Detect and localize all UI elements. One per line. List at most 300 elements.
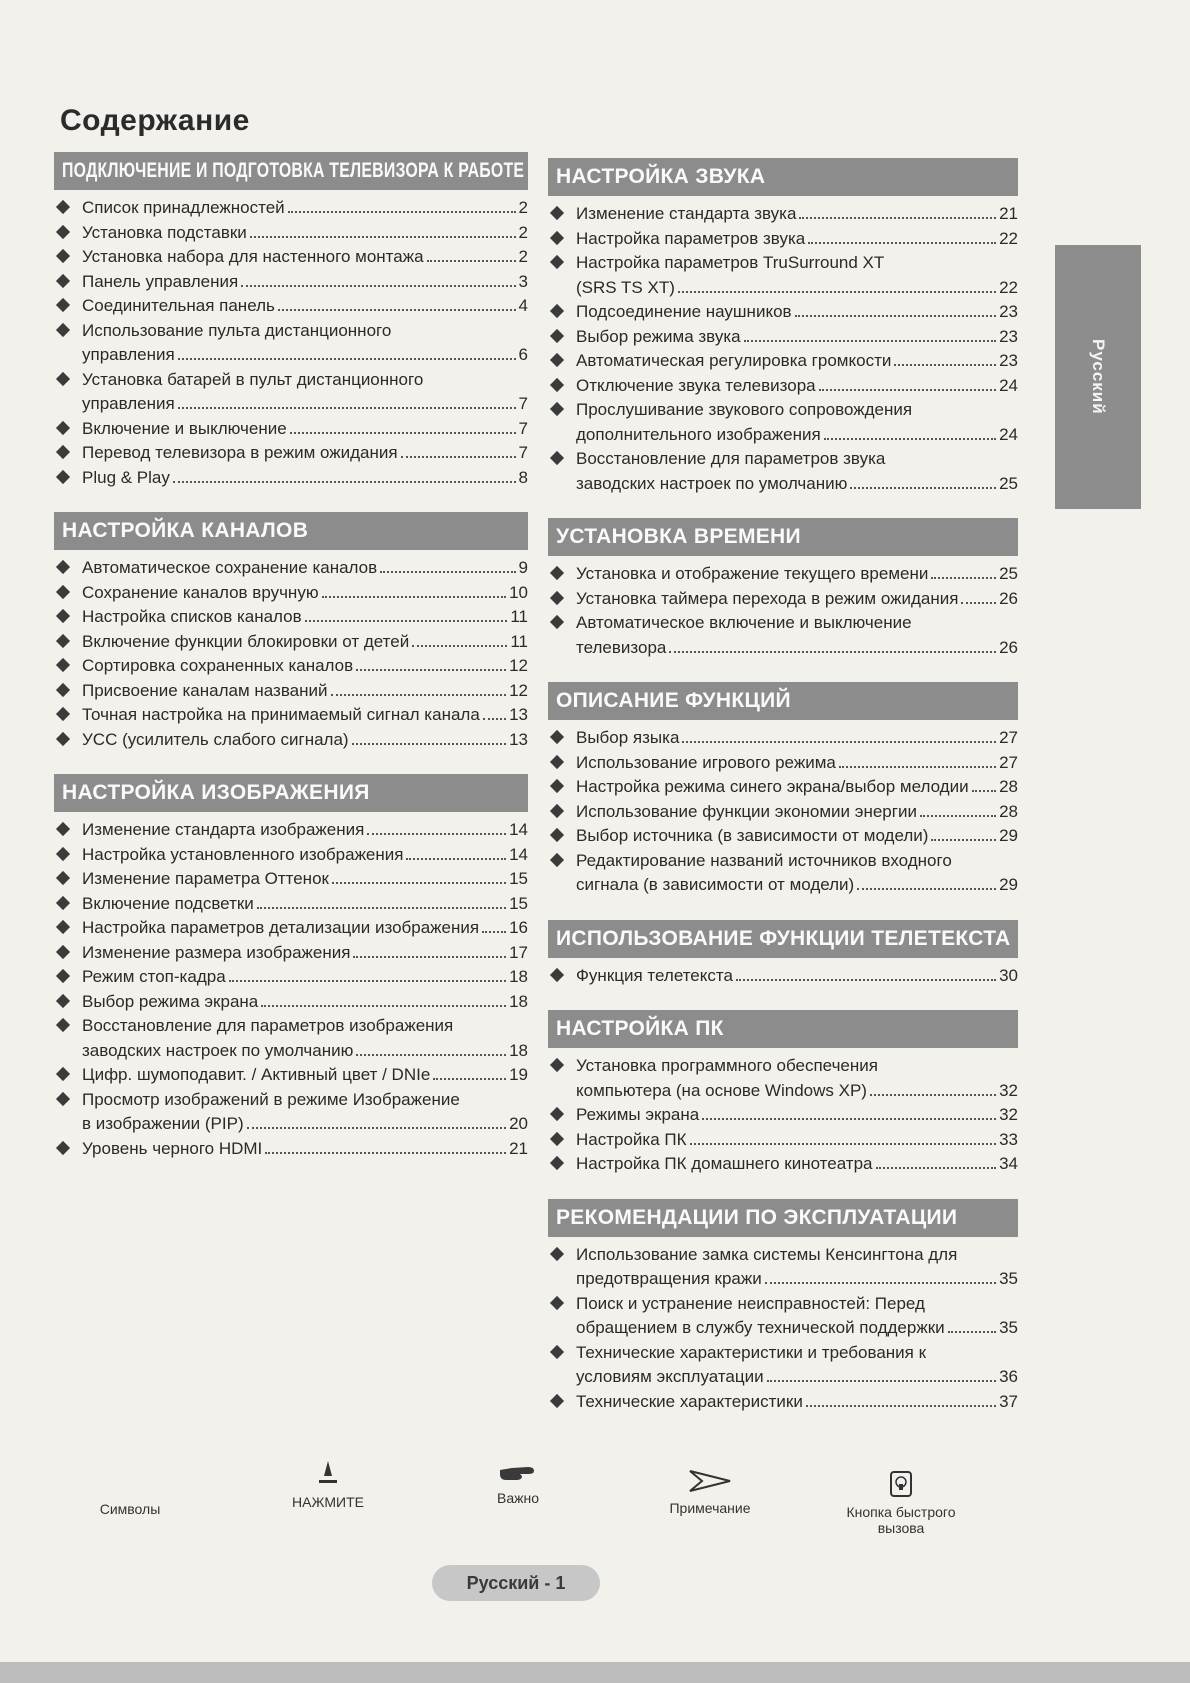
- toc-page-number: 33: [999, 1129, 1018, 1149]
- dot-leader: [702, 1118, 996, 1120]
- diamond-bullet-icon: [56, 633, 70, 647]
- dot-leader: [870, 1094, 996, 1096]
- toc-entry: [548, 1152, 1018, 1177]
- section-header: [54, 512, 528, 550]
- toc-section: [548, 1010, 1018, 1177]
- toc-entry-text: Автоматическое включение и выключение: [576, 613, 912, 632]
- toc-page-number: 15: [509, 869, 528, 888]
- toc-page-number: 25: [999, 473, 1018, 493]
- diamond-bullet-icon: [550, 1246, 564, 1260]
- dot-leader: [931, 839, 996, 841]
- toc-page-number: 29: [999, 875, 1018, 894]
- section-header-text: ПОДКЛЮЧЕНИЕ И ПОДГОТОВКА ТЕЛЕВИЗОРА К РАБОТЕ: [62, 159, 525, 182]
- dot-leader: [808, 242, 996, 244]
- toc-entry-text: управления: [82, 394, 175, 413]
- toc-section: [54, 774, 528, 1161]
- toc-page-number: 7: [518, 418, 528, 438]
- toc-page-number: 12: [509, 680, 528, 700]
- toc-entry: [54, 270, 528, 295]
- toc-entry-text: Изменение стандарта изображения: [82, 820, 365, 839]
- dot-leader: [331, 694, 507, 696]
- toc-entry: [54, 654, 528, 679]
- toc-entry: [54, 1137, 528, 1162]
- toc-entry-text: Использование игрового режима: [576, 752, 836, 772]
- diamond-bullet-icon: [56, 224, 70, 238]
- diamond-bullet-icon: [56, 871, 70, 885]
- diamond-bullet-icon: [56, 944, 70, 958]
- toc-entry-text: Настройка установленного изображения: [82, 844, 404, 864]
- section-header: [548, 158, 1018, 196]
- toc-entry-text: Технические характеристики и требования к: [576, 1342, 927, 1362]
- diamond-bullet-icon: [550, 1156, 564, 1170]
- symbol-note: Примечание: [650, 1468, 770, 1516]
- dot-leader: [290, 432, 516, 434]
- diamond-bullet-icon: [56, 682, 70, 696]
- toc-page-number: 27: [999, 728, 1018, 747]
- toc-entry-text: Подсоединение наушников: [576, 302, 792, 321]
- diamond-bullet-icon: [550, 590, 564, 604]
- note-arrow-icon: [688, 1468, 732, 1494]
- toc-entry-text: Список принадлежностей: [82, 198, 285, 217]
- section-header-text: НАСТРОЙКА КАНАЛОВ: [62, 519, 309, 542]
- toc-page-number: 11: [510, 607, 528, 626]
- toc-entry: [54, 1063, 528, 1088]
- toc-entry: [54, 892, 528, 917]
- toc-entry-text: Функция телетекста: [576, 965, 733, 985]
- diamond-bullet-icon: [550, 1393, 564, 1407]
- diamond-bullet-icon: [550, 1295, 564, 1309]
- symbol-important: Важно: [458, 1462, 578, 1506]
- toc-entry: [54, 818, 528, 843]
- page-number-footer: Русский - 1: [432, 1565, 600, 1601]
- toc-entry: [548, 726, 1018, 751]
- toc-entry-text: Использование пульта дистанционного: [82, 320, 392, 340]
- diamond-bullet-icon: [56, 249, 70, 263]
- hand-point-icon: [498, 1462, 538, 1484]
- diamond-bullet-icon: [56, 322, 70, 336]
- toc-entry-text: Plug & Play: [82, 467, 170, 487]
- toc-entry-text: Выбор источника (в зависимости от модели): [576, 826, 929, 845]
- toc-entry: [548, 447, 1018, 496]
- toc-entry: [548, 398, 1018, 447]
- toc-entry-text: Использование функции экономии энергии: [576, 801, 917, 821]
- symbol-press: НАЖМИТЕ: [268, 1458, 388, 1510]
- toc-entry-text: условиям эксплуатации: [576, 1367, 764, 1386]
- dot-leader: [356, 1054, 506, 1056]
- toc-page-number: 35: [999, 1269, 1018, 1288]
- toc-page-number: 32: [999, 1080, 1018, 1100]
- toc-entry-text: Установка набора для настенного монтажа: [82, 247, 424, 266]
- toc-entry: [54, 221, 528, 246]
- toc-page-number: 2: [518, 222, 528, 242]
- toc-entry-text: Автоматическое сохранение каналов: [82, 558, 378, 577]
- toc-page-number: 25: [999, 564, 1018, 583]
- toc-entry: [548, 775, 1018, 800]
- dot-leader: [767, 1380, 996, 1382]
- toc-entry-text: Технические характеристики: [576, 1391, 803, 1411]
- section-header-text: НАСТРОЙКА ЗВУКА: [556, 165, 766, 188]
- toc-page-number: 34: [999, 1154, 1018, 1173]
- dot-leader: [412, 645, 507, 647]
- toc-entry-text: Сохранение каналов вручную: [82, 582, 319, 602]
- dot-leader: [173, 481, 516, 483]
- toc-entry: [54, 196, 528, 221]
- toc-entry: [54, 728, 528, 753]
- toc-entry: [548, 611, 1018, 660]
- toc-page-number: 13: [509, 705, 528, 724]
- one-touch-button-icon: [889, 1470, 913, 1498]
- toc-entry-list: [54, 190, 528, 490]
- dot-leader: [669, 651, 996, 653]
- toc-entry-list: [548, 1048, 1018, 1177]
- diamond-bullet-icon: [56, 298, 70, 312]
- toc-entry: [548, 824, 1018, 849]
- toc-page-number: 8: [518, 467, 528, 487]
- toc-entry-text: Цифр. шумоподавит. / Активный цвет / DNIe: [82, 1065, 431, 1084]
- dot-leader: [332, 882, 506, 884]
- toc-entry-text: Присвоение каналам названий: [82, 680, 328, 700]
- toc-entry-text: Изменение параметра Оттенок: [82, 869, 329, 888]
- dot-leader: [682, 741, 996, 743]
- toc-entry-text: сигнала (в зависимости от модели): [576, 875, 855, 894]
- toc-entry: [548, 300, 1018, 325]
- toc-entry-text: Настройка списков каналов: [82, 607, 302, 626]
- toc-page-number: 11: [510, 631, 528, 651]
- toc-entry-text: Сортировка сохраненных каналов: [82, 656, 354, 675]
- diamond-bullet-icon: [550, 852, 564, 866]
- toc-entry-text: Восстановление для параметров звука: [576, 449, 886, 468]
- toc-entry: [54, 605, 528, 630]
- toc-page-number: 23: [999, 302, 1018, 321]
- toc-entry: [54, 368, 528, 417]
- diamond-bullet-icon: [550, 451, 564, 465]
- toc-page-number: 18: [509, 991, 528, 1011]
- toc-entry-text: Уровень черного HDMI: [82, 1138, 263, 1158]
- language-side-tab: [1055, 245, 1141, 509]
- toc-entry-text: Использование замка системы Кенсингтона для: [576, 1244, 958, 1264]
- dot-leader: [948, 1331, 996, 1333]
- toc-entry-text: Точная настройка на принимаемый сигнал канала: [82, 705, 480, 724]
- toc-page-number: 18: [509, 967, 528, 986]
- dot-leader: [305, 620, 508, 622]
- toc-entry: [54, 679, 528, 704]
- section-header: [548, 682, 1018, 720]
- toc-entry: [54, 466, 528, 491]
- toc-entry-text: в изображении (PIP): [82, 1114, 244, 1133]
- diamond-bullet-icon: [56, 469, 70, 483]
- dot-leader: [229, 980, 506, 982]
- diamond-bullet-icon: [550, 730, 564, 744]
- toc-entry: [548, 1243, 1018, 1292]
- dot-leader: [265, 1152, 506, 1154]
- toc-entry-text: Изменение размера изображения: [82, 942, 351, 962]
- toc-page-number: 36: [999, 1367, 1018, 1386]
- toc-entry-text: Включение функции блокировки от детей: [82, 631, 410, 651]
- toc-page-number: 6: [518, 345, 528, 364]
- section-header-text: УСТАНОВКА ВРЕМЕНИ: [556, 525, 801, 548]
- dot-leader: [257, 907, 506, 909]
- toc-page-number: 3: [518, 271, 528, 291]
- dot-leader: [839, 766, 996, 768]
- diamond-bullet-icon: [56, 420, 70, 434]
- toc-entry: [54, 245, 528, 270]
- diamond-bullet-icon: [56, 1067, 70, 1081]
- toc-page-number: 21: [999, 204, 1018, 223]
- toc-entry: [548, 1103, 1018, 1128]
- toc-page-number: 37: [999, 1391, 1018, 1411]
- toc-entry-text: Установка таймера перехода в режим ожидания: [576, 588, 959, 608]
- diamond-bullet-icon: [56, 920, 70, 934]
- dot-leader: [178, 407, 516, 409]
- toc-page-number: 23: [999, 326, 1018, 346]
- dot-leader: [247, 1127, 506, 1129]
- diamond-bullet-icon: [550, 803, 564, 817]
- toc-entry: [54, 294, 528, 319]
- toc-entry-text: Автоматическая регулировка громкости: [576, 351, 892, 370]
- toc-page-number: 7: [518, 394, 528, 413]
- toc-entry-text: Установка подставки: [82, 222, 247, 242]
- toc-page-number: 7: [518, 443, 528, 462]
- dot-leader: [850, 487, 996, 489]
- toc-entry: [54, 1088, 528, 1137]
- toc-entry-list: [548, 958, 1018, 989]
- toc-entry-text: Выбор режима звука: [576, 326, 741, 346]
- toc-entry-text: Включение и выключение: [82, 418, 287, 438]
- toc-entry-text: Восстановление для параметров изображения: [82, 1016, 454, 1035]
- toc-entry: [54, 630, 528, 655]
- toc-entry-text: Выбор языка: [576, 728, 680, 747]
- toc-page-number: 17: [509, 942, 528, 962]
- dot-leader: [799, 217, 996, 219]
- toc-entry: [548, 202, 1018, 227]
- toc-page-number: 28: [999, 777, 1018, 796]
- toc-entry: [54, 990, 528, 1015]
- toc-entry-text: Изменение стандарта звука: [576, 204, 797, 223]
- toc-entry: [548, 587, 1018, 612]
- diamond-bullet-icon: [550, 1107, 564, 1121]
- toc-entry-text: Настройка ПК домашнего кинотеатра: [576, 1154, 873, 1173]
- dot-leader: [288, 211, 516, 213]
- toc-section: [548, 158, 1018, 496]
- toc-entry: [548, 251, 1018, 300]
- section-header-text: ИСПОЛЬЗОВАНИЕ ФУНКЦИИ ТЕЛЕТЕКСТА: [556, 926, 1011, 950]
- toc-entry: [54, 1014, 528, 1063]
- toc-page-number: 22: [999, 277, 1018, 297]
- diamond-bullet-icon: [550, 828, 564, 842]
- dot-leader: [322, 596, 507, 598]
- toc-page-number: 19: [509, 1065, 528, 1084]
- dot-leader: [353, 956, 506, 958]
- toc-entry: [54, 843, 528, 868]
- press-icon: [315, 1458, 341, 1488]
- section-header-text: НАСТРОЙКА ПК: [556, 1017, 724, 1040]
- toc-entry: [548, 562, 1018, 587]
- toc-page-number: 18: [509, 1040, 528, 1060]
- toc-entry-text: Просмотр изображений в режиме Изображение: [82, 1089, 460, 1109]
- symbols-title: Символы: [99, 1501, 161, 1517]
- dot-leader: [261, 1005, 506, 1007]
- diamond-bullet-icon: [550, 230, 564, 244]
- diamond-bullet-icon: [56, 993, 70, 1007]
- toc-entry: [548, 374, 1018, 399]
- toc-page-number: 26: [999, 588, 1018, 608]
- dot-leader: [961, 602, 996, 604]
- dot-leader: [765, 1282, 996, 1284]
- dot-leader: [744, 340, 996, 342]
- toc-entry: [548, 849, 1018, 898]
- dot-leader: [250, 236, 516, 238]
- toc-page-number: 20: [509, 1114, 528, 1133]
- toc-page-number: 15: [509, 893, 528, 913]
- section-header: [548, 920, 1018, 958]
- toc-entry: [54, 441, 528, 466]
- toc-page-number: 28: [999, 801, 1018, 821]
- section-header-text: ОПИСАНИЕ ФУНКЦИЙ: [556, 689, 791, 712]
- dot-leader: [795, 315, 997, 317]
- toc-entry-text: Выбор режима экрана: [82, 991, 259, 1011]
- diamond-bullet-icon: [56, 371, 70, 385]
- toc-entry-text: телевизора: [576, 637, 667, 657]
- toc-page-number: 10: [509, 582, 528, 602]
- toc-page-number: 30: [999, 965, 1018, 985]
- diamond-bullet-icon: [550, 1058, 564, 1072]
- toc-entry: [548, 1390, 1018, 1415]
- toc-page-number: 14: [509, 844, 528, 864]
- toc-page-number: 2: [518, 247, 528, 266]
- toc-entry: [548, 1128, 1018, 1153]
- toc-entry-text: Настройка параметров детализации изображения: [82, 918, 480, 937]
- dot-leader: [876, 1167, 997, 1169]
- toc-entry-list: [548, 1237, 1018, 1415]
- dot-leader: [819, 389, 996, 391]
- diamond-bullet-icon: [550, 402, 564, 416]
- toc-entry-text: дополнительного изображения: [576, 424, 821, 444]
- diamond-bullet-icon: [550, 967, 564, 981]
- toc-entry-text: Установка батарей в пульт дистанционного: [82, 369, 424, 389]
- toc-entry-text: Настройка параметров звука: [576, 228, 806, 248]
- diamond-bullet-icon: [550, 779, 564, 793]
- dot-leader: [380, 571, 515, 573]
- toc-entry-text: Соединительная панель: [82, 296, 275, 315]
- toc-entry-text: обращением в службу технической поддержки: [576, 1318, 945, 1337]
- toc-page-number: 35: [999, 1318, 1018, 1337]
- toc-entry-list: [548, 556, 1018, 660]
- section-header-text: РЕКОМЕНДАЦИИ ПО ЭКСПЛУАТАЦИИ: [556, 1205, 958, 1229]
- toc-entry-text: Настройка режима синего экрана/выбор мелодии: [576, 777, 969, 796]
- page-title: Содержание: [60, 104, 250, 137]
- toc-entry-text: управления: [82, 345, 175, 364]
- dot-leader: [483, 718, 506, 720]
- dot-leader: [406, 858, 506, 860]
- diamond-bullet-icon: [550, 377, 564, 391]
- dot-leader: [178, 358, 516, 360]
- toc-entry-text: Редактирование названий источников входного: [576, 850, 952, 870]
- diamond-bullet-icon: [550, 353, 564, 367]
- toc-section: [54, 512, 528, 752]
- toc-entry: [54, 916, 528, 941]
- toc-entry-text: Прослушивание звукового сопровождения: [576, 400, 913, 419]
- section-header: [548, 518, 1018, 556]
- diamond-bullet-icon: [56, 895, 70, 909]
- section-header-text: НАСТРОЙКА ИЗОБРАЖЕНИЯ: [62, 781, 370, 804]
- section-header: [54, 152, 528, 190]
- diamond-bullet-icon: [56, 1091, 70, 1105]
- diamond-bullet-icon: [56, 658, 70, 672]
- toc-entry-text: Отключение звука телевизора: [576, 375, 816, 395]
- toc-entry: [548, 800, 1018, 825]
- diamond-bullet-icon: [550, 1344, 564, 1358]
- toc-entry-text: Поиск и устранение неисправностей: Перед: [576, 1293, 925, 1313]
- toc-entry-text: Включение подсветки: [82, 893, 254, 913]
- diamond-bullet-icon: [550, 566, 564, 580]
- dot-leader: [894, 364, 996, 366]
- dot-leader: [241, 285, 515, 287]
- toc-page-number: 26: [999, 637, 1018, 657]
- diamond-bullet-icon: [550, 328, 564, 342]
- toc-entry-text: Режимы экрана: [576, 1105, 700, 1124]
- diamond-bullet-icon: [56, 731, 70, 745]
- toc-page-number: 24: [999, 424, 1018, 444]
- dot-leader: [857, 888, 996, 890]
- diamond-bullet-icon: [550, 754, 564, 768]
- toc-entry: [548, 1292, 1018, 1341]
- dot-leader: [367, 833, 506, 835]
- toc-entry: [548, 1341, 1018, 1390]
- section-header: [548, 1010, 1018, 1048]
- diamond-bullet-icon: [56, 584, 70, 598]
- dot-leader: [824, 438, 996, 440]
- toc-page-number: 22: [999, 228, 1018, 248]
- diamond-bullet-icon: [550, 615, 564, 629]
- dot-leader: [352, 743, 506, 745]
- toc-section: [548, 1199, 1018, 1415]
- diamond-bullet-icon: [56, 1018, 70, 1032]
- toc-entry-text: (SRS TS XT): [576, 277, 675, 297]
- dot-leader: [427, 260, 516, 262]
- diamond-bullet-icon: [550, 1131, 564, 1145]
- toc-page-number: 32: [999, 1105, 1018, 1124]
- dot-leader: [736, 979, 996, 981]
- toc-entry-text: УСС (усилитель слабого сигнала): [82, 729, 349, 749]
- section-header: [54, 774, 528, 812]
- diamond-bullet-icon: [56, 969, 70, 983]
- toc-entry-text: Панель управления: [82, 271, 239, 291]
- language-side-tab-label: Русский: [1089, 339, 1108, 415]
- toc-entry: [54, 965, 528, 990]
- symbol-one-touch: Кнопка быстрого вызова: [836, 1470, 966, 1536]
- toc-page-number: 21: [509, 1138, 528, 1158]
- toc-entry: [548, 964, 1018, 989]
- diamond-bullet-icon: [550, 255, 564, 269]
- toc-entry-text: заводских настроек по умолчанию: [576, 473, 848, 493]
- toc-entry-text: компьютера (на основе Windows XP): [576, 1080, 867, 1100]
- toc-entry: [548, 325, 1018, 350]
- toc-page-number: 9: [518, 558, 528, 577]
- toc-page-number: 2: [518, 198, 528, 217]
- dot-leader: [278, 309, 516, 311]
- toc-entry-text: Установка и отображение текущего времени: [576, 564, 929, 583]
- dot-leader: [482, 931, 506, 933]
- dot-leader: [678, 291, 996, 293]
- dot-leader: [401, 456, 516, 458]
- toc-entry: [548, 751, 1018, 776]
- toc-entry-text: заводских настроек по умолчанию: [82, 1040, 354, 1060]
- section-header: [548, 1199, 1018, 1237]
- diamond-bullet-icon: [56, 846, 70, 860]
- toc-column-right: [548, 158, 1018, 1436]
- toc-entry: [548, 1054, 1018, 1103]
- toc-entry-list: [54, 550, 528, 752]
